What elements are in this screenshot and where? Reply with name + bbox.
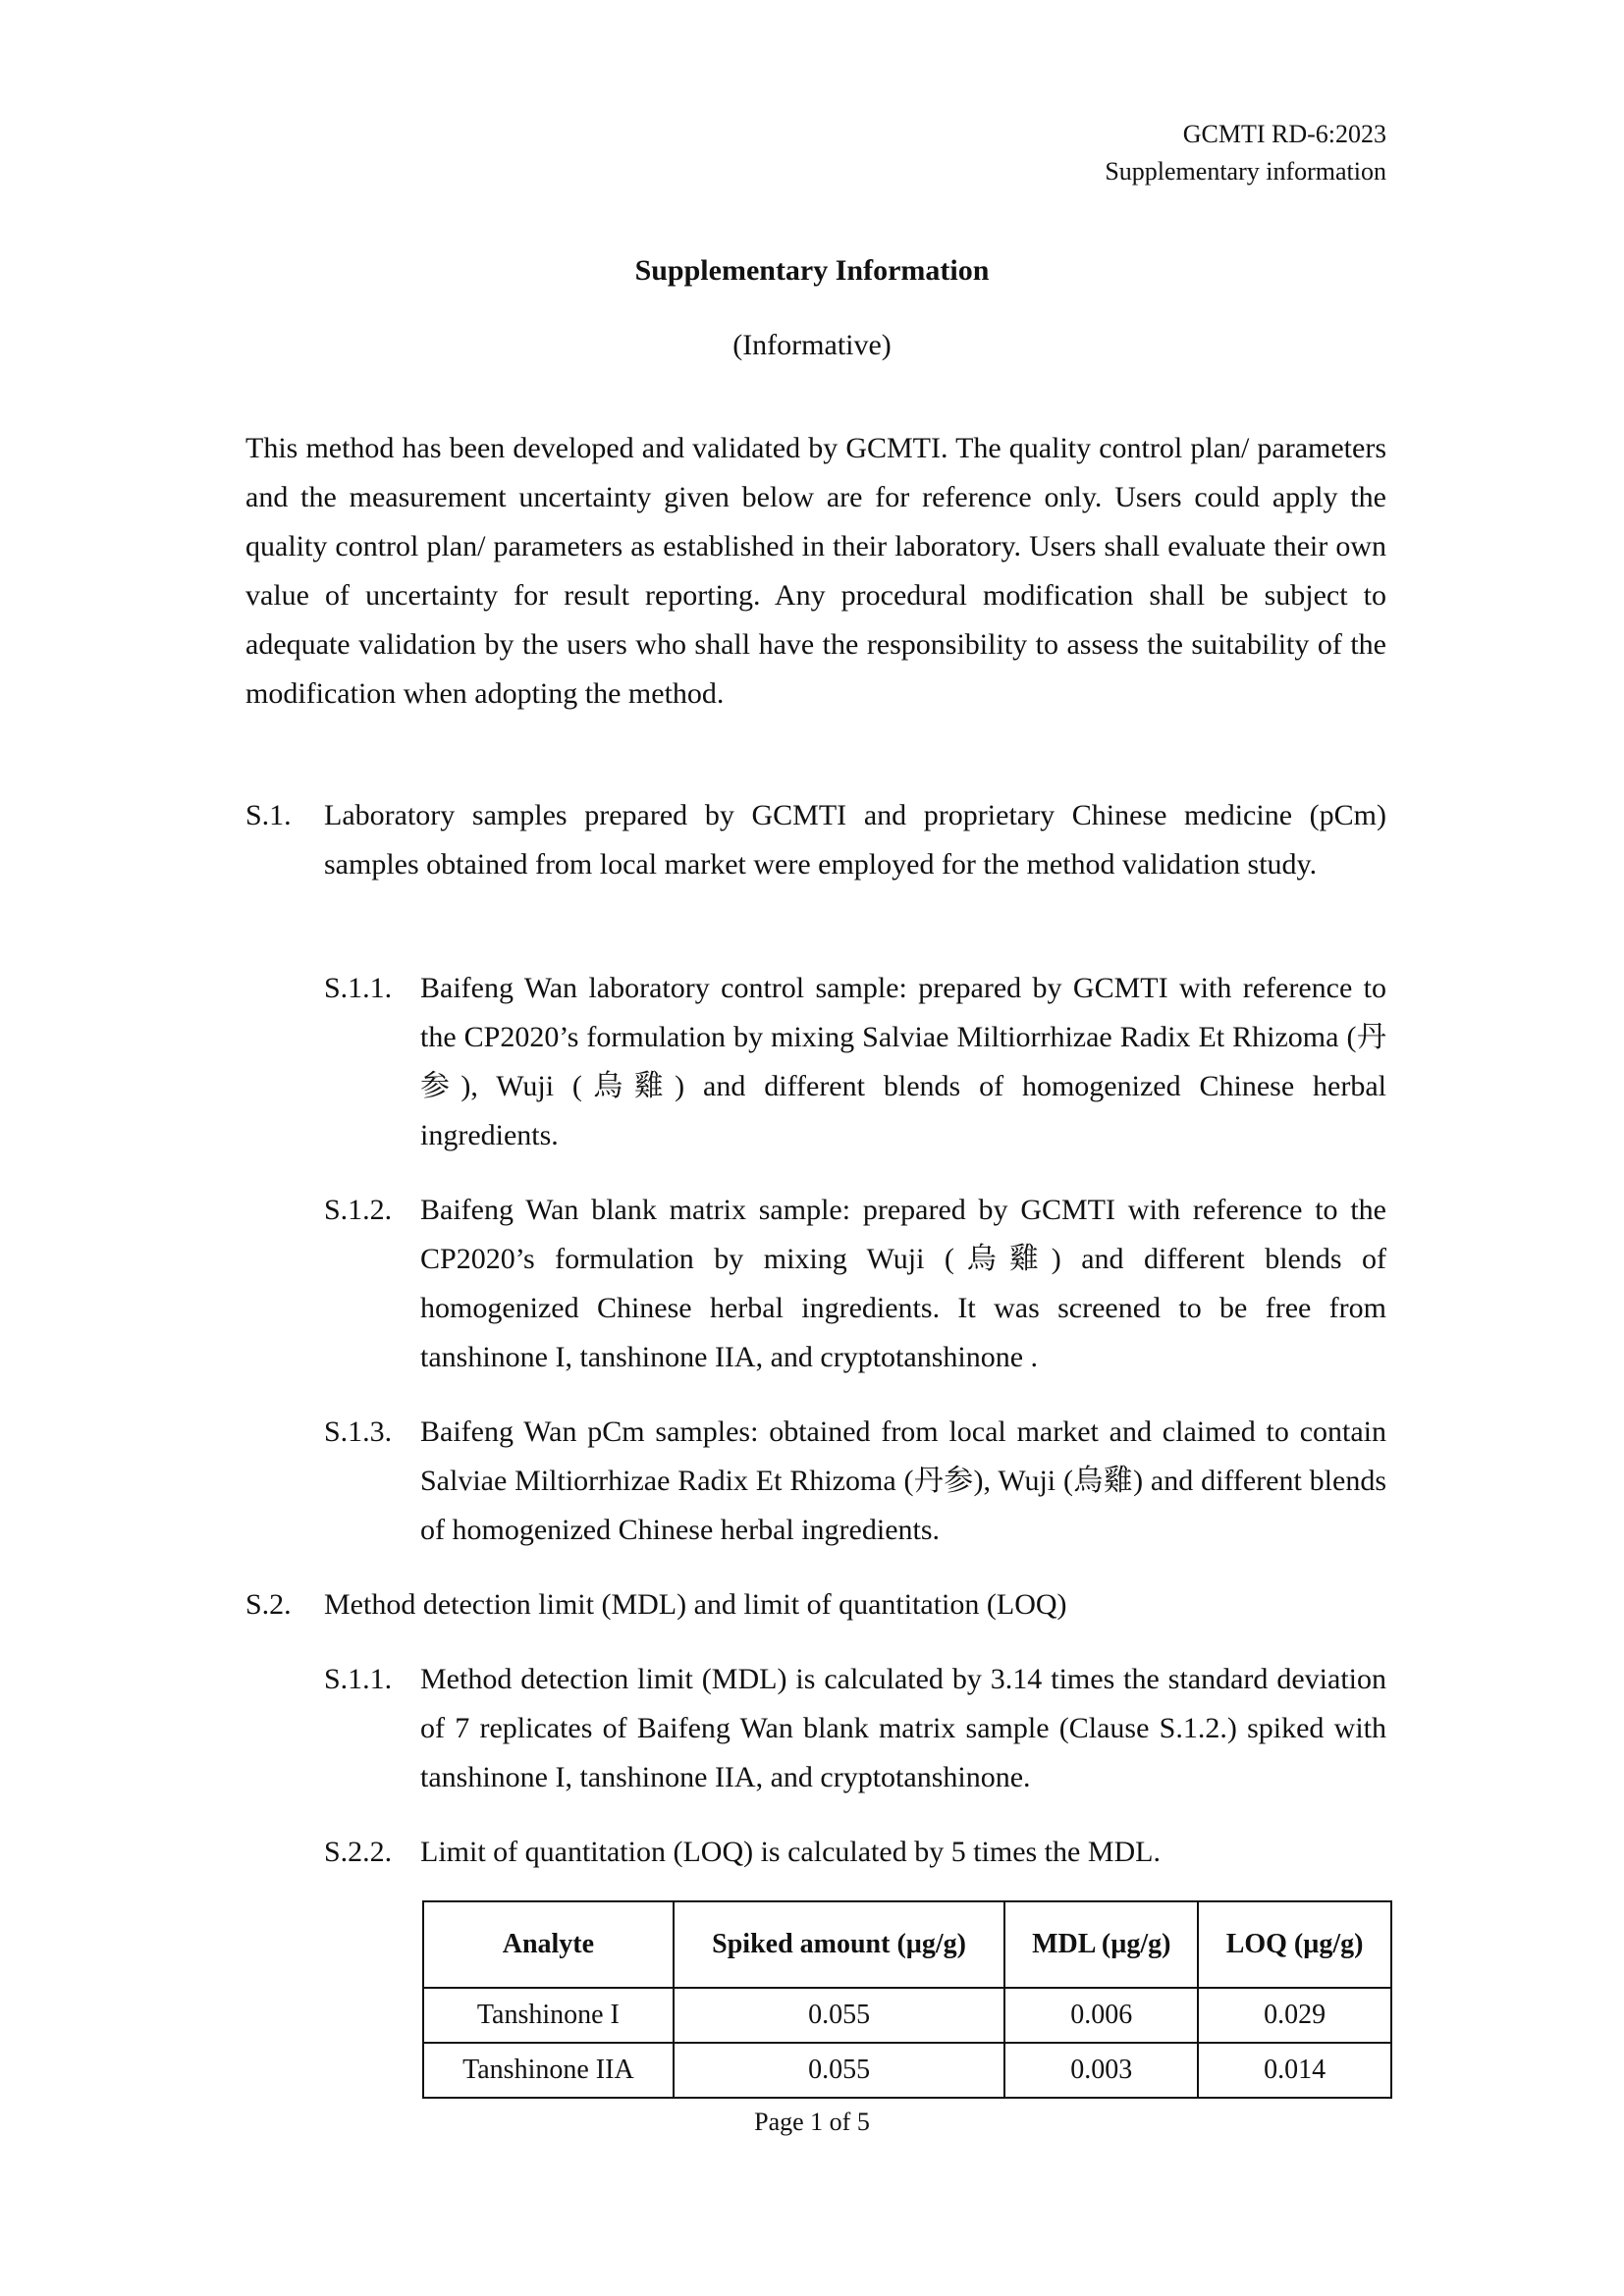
clause-s1-2 bbox=[324, 1186, 1386, 1382]
column-header: LOQ (µg/g) bbox=[1198, 1901, 1391, 1988]
clause-number: S.1.1. bbox=[324, 1663, 393, 1695]
clause-s1 bbox=[245, 791, 1386, 889]
page-number: Page 1 of 5 bbox=[754, 2108, 870, 2136]
table-cell: 0.029 bbox=[1198, 1988, 1391, 2043]
clause-text: Method detection limit (MDL) is calculated by 3.14 times the standard deviation of 7 replicates of Baifeng Wan blank matrix sample (Clause S.1.2.) spiked with tanshinone I, tanshinone IIA, and cryptotanshinone. bbox=[420, 1663, 1386, 1793]
page-header bbox=[797, 116, 1386, 190]
clause-s2 bbox=[245, 1580, 1386, 1629]
column-header: MDL (µg/g) bbox=[1004, 1901, 1198, 1988]
clause-number: S.2.2. bbox=[324, 1836, 393, 1868]
document-note: Supplementary information bbox=[1105, 157, 1386, 186]
table-cell: 0.055 bbox=[674, 1988, 1005, 2043]
table-cell: 0.003 bbox=[1004, 2043, 1198, 2098]
clause-text: Limit of quantitation (LOQ) is calculated by 5 times the MDL. bbox=[420, 1836, 1161, 1868]
clause-s1-1 bbox=[324, 964, 1386, 1160]
clause-text: Method detection limit (MDL) and limit of quantitation (LOQ) bbox=[324, 1588, 1067, 1621]
column-header: Spiked amount (µg/g) bbox=[674, 1901, 1005, 1988]
intro-paragraph: This method has been developed and validated by GCMTI. The quality control plan/ parameters and the measurement uncertainty given below are for reference only. Users could apply the quality control plan/ parameters as established in their laboratory. Users shall evaluate their own value of uncertainty for result reporting. Any procedural modification shall be subject to adequate validation by the users who shall have the responsibility to assess the suitability of the modification when adopting the method. bbox=[245, 432, 1386, 710]
clause-text: Baifeng Wan pCm samples: obtained from local market and claimed to contain Salviae Miltiorrhizae Radix Et Rhizoma (丹参), Wuji (烏雞) and different blends of homogenized Chinese herbal ingredients. bbox=[420, 1415, 1386, 1546]
document-id: GCMTI RD-6:2023 bbox=[1182, 120, 1386, 148]
table-cell: 0.055 bbox=[674, 2043, 1005, 2098]
table-header-row bbox=[423, 1901, 1391, 1988]
table-row bbox=[423, 1988, 1391, 2043]
table-cell: 0.006 bbox=[1004, 1988, 1198, 2043]
clause-number: S.2. bbox=[245, 1588, 292, 1621]
clause-text: Baifeng Wan blank matrix sample: prepared by GCMTI with reference to the CP2020’s formulation by mixing Wuji (烏雞) and different blends of homogenized Chinese herbal ingredients. It was screened to be free from tanshinone I, tanshinone IIA, and cryptotanshinone . bbox=[420, 1194, 1386, 1373]
clause-text: Baifeng Wan laboratory control sample: prepared by GCMTI with reference to the CP2020’s formulation by mixing Salviae Miltiorrhizae Radix Et Rhizoma (丹参), Wuji (烏雞) and different blends of homogenized Chinese herbal ingredients. bbox=[420, 972, 1386, 1151]
clause-s2-2 bbox=[324, 1828, 1386, 1877]
table-cell: Tanshinone IIA bbox=[423, 2043, 674, 2098]
clause-number: S.1.2. bbox=[324, 1194, 393, 1226]
column-header: Analyte bbox=[423, 1901, 674, 1988]
clause-number: S.1.1. bbox=[324, 972, 393, 1004]
table-cell: 0.014 bbox=[1198, 2043, 1391, 2098]
clause-number: S.1. bbox=[245, 799, 292, 831]
page-title: Supplementary Information bbox=[634, 254, 990, 287]
clause-s2-1 bbox=[324, 1655, 1386, 1802]
table-cell: Tanshinone I bbox=[423, 1988, 674, 2043]
clause-s1-3 bbox=[324, 1408, 1386, 1555]
clause-number: S.1.3. bbox=[324, 1415, 393, 1448]
page-subtitle: (Informative) bbox=[732, 329, 892, 361]
mdl-loq-table bbox=[422, 1900, 1392, 2099]
table-row bbox=[423, 2043, 1391, 2098]
clause-text: Laboratory samples prepared by GCMTI and proprietary Chinese medicine (pCm) samples obtained from local market were employed for the method validation study. bbox=[324, 799, 1386, 881]
